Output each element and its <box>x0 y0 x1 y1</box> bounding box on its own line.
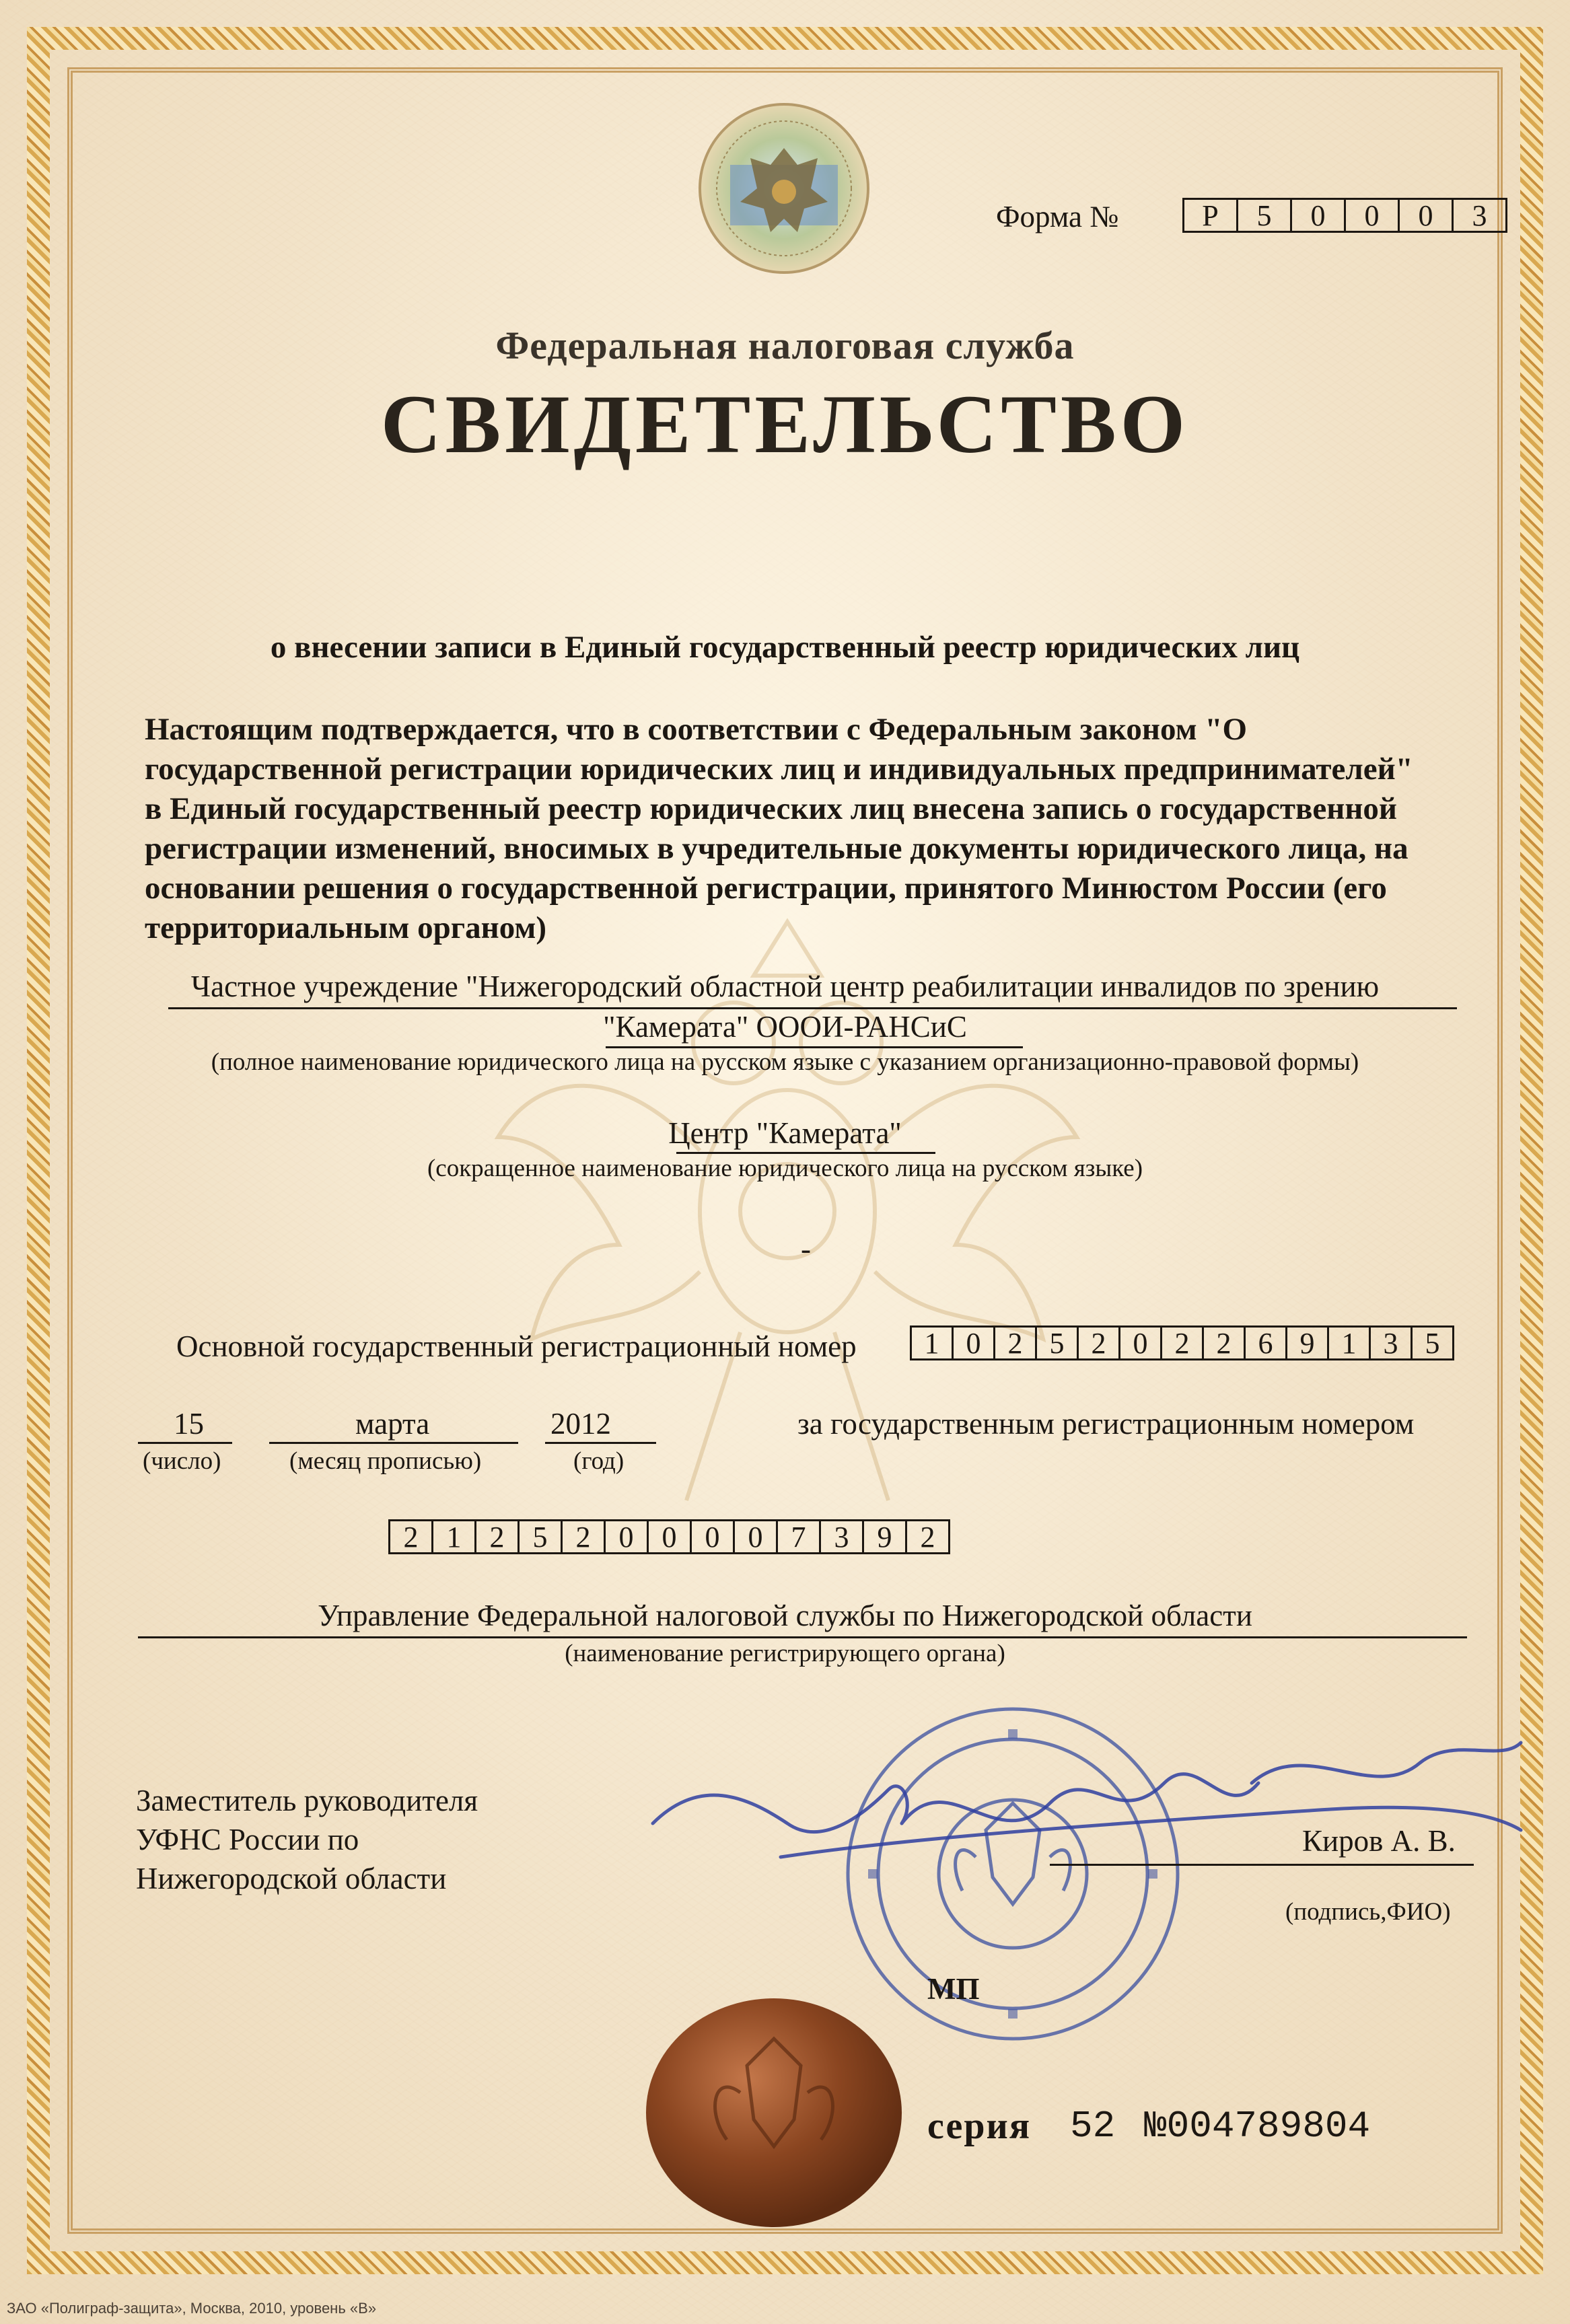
grn-digit: 0 <box>690 1519 735 1554</box>
form-digit: Р <box>1182 198 1238 233</box>
ogrn-digit: 2 <box>993 1326 1037 1360</box>
grn-digit: 0 <box>733 1519 778 1554</box>
body-line: основании решения о государственной регистрации, принятого Минюстом России (его <box>145 871 1387 906</box>
entity-short-name-caption: (сокращенное наименование юридического лица на русском языке) <box>427 1155 1143 1182</box>
form-number-label: Форма № <box>996 200 1119 233</box>
ogrn-digit: 1 <box>910 1326 954 1360</box>
authority-underline <box>138 1636 1467 1638</box>
signature-icon <box>646 1722 1534 1897</box>
grn-digit: 0 <box>604 1519 649 1554</box>
agency-name: Федеральная налоговая служба <box>495 324 1075 367</box>
ogrn-digit: 0 <box>1118 1326 1162 1360</box>
series-value: 52 <box>1070 2105 1116 2148</box>
entity-full-name-line2: "Камерата" ОООИ-РАНСиС <box>603 1010 967 1044</box>
stamp-place-label: МП <box>927 1972 980 2006</box>
form-digit: 0 <box>1344 198 1400 233</box>
form-digit: 5 <box>1236 198 1292 233</box>
copper-seal-icon <box>639 1985 908 2227</box>
date-day-caption: (число) <box>143 1447 221 1475</box>
ogrn-digit: 5 <box>1411 1326 1454 1360</box>
grn-digit: 0 <box>647 1519 692 1554</box>
grn-digit: 2 <box>905 1519 950 1554</box>
grn-digit: 2 <box>388 1519 433 1554</box>
body-line: территориальным органом) <box>145 910 547 945</box>
ogrn-digit: 2 <box>1160 1326 1204 1360</box>
signature-underline <box>1050 1864 1474 1866</box>
document-subtitle: о внесении записи в Единый государственный реестр юридических лиц <box>270 630 1300 665</box>
entity-short-name: Центр "Камерата" <box>668 1116 902 1150</box>
date-month-caption: (месяц прописью) <box>289 1447 482 1475</box>
signatory-name: Киров А. В. <box>1302 1824 1456 1858</box>
date-year: 2012 <box>550 1407 611 1441</box>
grn-digit: 5 <box>518 1519 563 1554</box>
ogrn-digit: 0 <box>952 1326 995 1360</box>
form-digit: 0 <box>1290 198 1346 233</box>
series-label: серия <box>927 2105 1032 2147</box>
registering-authority-caption: (наименование регистрирующего органа) <box>565 1640 1005 1667</box>
date-year-caption: (год) <box>573 1447 625 1475</box>
ogrn-digit: 2 <box>1077 1326 1120 1360</box>
year-underline <box>545 1442 656 1444</box>
ogrn-digit: 5 <box>1035 1326 1079 1360</box>
ogrn-label: Основной государственный регистрационный номер <box>176 1330 857 1363</box>
signatory-position-line1: Заместитель руководителя <box>136 1784 478 1817</box>
printer-footer: ЗАО «Полиграф-защита», Москва, 2010, уровень «В» <box>7 2300 377 2317</box>
form-number-boxes <box>1184 198 1507 233</box>
body-line: в Единый государственный реестр юридических лиц внесена запись о государственной <box>145 791 1397 826</box>
signatory-position-line3: Нижегородской области <box>136 1862 447 1895</box>
date-trailing-text: за государственным регистрационным номером <box>797 1407 1415 1441</box>
month-underline <box>269 1442 518 1444</box>
empty-field-dash: - <box>801 1232 811 1266</box>
entity-full-name-line1: Частное учреждение "Нижегородский областной центр реабилитации инвалидов по зрению <box>190 970 1380 1003</box>
ogrn-digit: 9 <box>1285 1326 1329 1360</box>
body-line: государственной регистрации юридических лиц и индивидуальных предпринимателей" <box>145 752 1413 787</box>
grn-digit: 9 <box>862 1519 907 1554</box>
body-line: Настоящим подтверждается, что в соответствии с Федеральным законом "О <box>145 712 1248 747</box>
grn-digit: 2 <box>474 1519 520 1554</box>
body-paragraph <box>145 710 1413 948</box>
signatory-name-caption: (подпись,ФИО) <box>1285 1898 1451 1926</box>
document-title: СВИДЕТЕЛЬСТВО <box>380 378 1190 470</box>
day-underline <box>138 1442 232 1444</box>
form-digit: 0 <box>1398 198 1454 233</box>
registering-authority: Управление Федеральной налоговой службы по Нижегородской области <box>318 1599 1252 1632</box>
date-day: 15 <box>174 1407 204 1441</box>
grn-digit: 3 <box>819 1519 864 1554</box>
grn-digit: 2 <box>561 1519 606 1554</box>
entity-full-name-caption: (полное наименование юридического лица на русском языке с указанием организационно-правовой формы) <box>211 1048 1359 1076</box>
form-digit: 3 <box>1452 198 1507 233</box>
body-line: регистрации изменений, вносимых в учредительные документы юридического лица, на <box>145 831 1408 866</box>
grn-digit: 1 <box>431 1519 476 1554</box>
ogrn-boxes <box>912 1326 1454 1360</box>
grn-digit: 7 <box>776 1519 821 1554</box>
ogrn-digit: 2 <box>1202 1326 1246 1360</box>
date-month: марта <box>355 1407 430 1441</box>
signatory-position-line2: УФНС России по <box>136 1823 359 1856</box>
ogrn-digit: 1 <box>1327 1326 1371 1360</box>
hologram-emblem-icon <box>697 101 871 276</box>
series-number: №004789804 <box>1144 2105 1371 2148</box>
grn-boxes <box>390 1519 950 1554</box>
ogrn-digit: 3 <box>1369 1326 1413 1360</box>
ogrn-digit: 6 <box>1244 1326 1287 1360</box>
